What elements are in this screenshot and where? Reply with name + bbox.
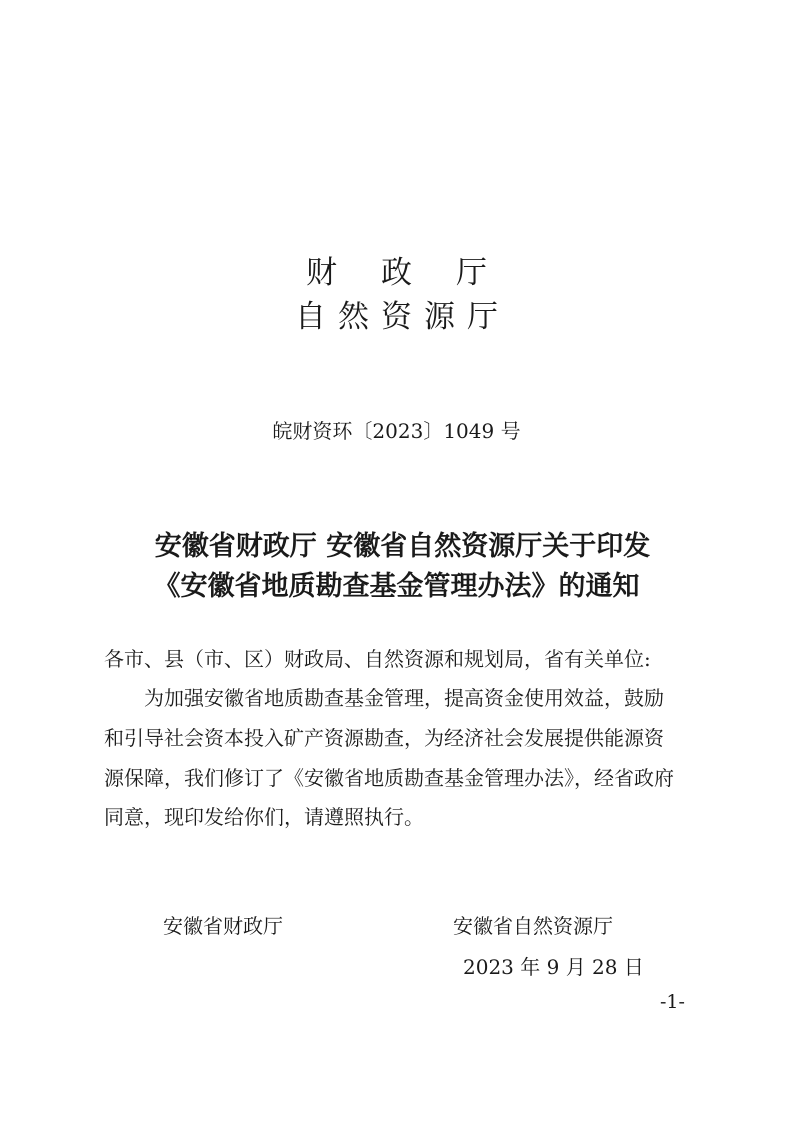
page-number: -1- [660, 991, 685, 1013]
signature-date: 2023 年 9 月 28 日 [463, 955, 644, 979]
body-text-line: 为加强安徽省地质勘查基金管理，提高资金使用效益，鼓励 [144, 686, 664, 710]
body-text-line: 和引导社会资本投入矿产资源勘查，为经济社会发展提供能源资 [104, 726, 664, 750]
document-number: 皖财资环〔2023〕1049 号 [272, 419, 521, 443]
document-title-line-2: 《安徽省地质勘查基金管理办法》的通知 [153, 571, 640, 602]
signature-finance-department: 安徽省财政厅 [163, 914, 283, 938]
body-text-line: 同意，现印发给你们，请遵照执行。 [104, 805, 424, 829]
document-title-line-1: 安徽省财政厅 安徽省自然资源厅关于印发 [154, 531, 651, 562]
issuer-finance-department: 财政厅 [306, 255, 531, 291]
signature-natural-resources-department: 安徽省自然资源厅 [453, 914, 613, 938]
body-text-line: 源保障，我们修订了《安徽省地质勘查基金管理办法》，经省政府 [104, 766, 674, 790]
addressee: 各市、县（市、区）财政局、自然资源和规划局，省有关单位: [104, 647, 651, 671]
issuer-natural-resources-department: 自然资源厅 [295, 299, 510, 335]
